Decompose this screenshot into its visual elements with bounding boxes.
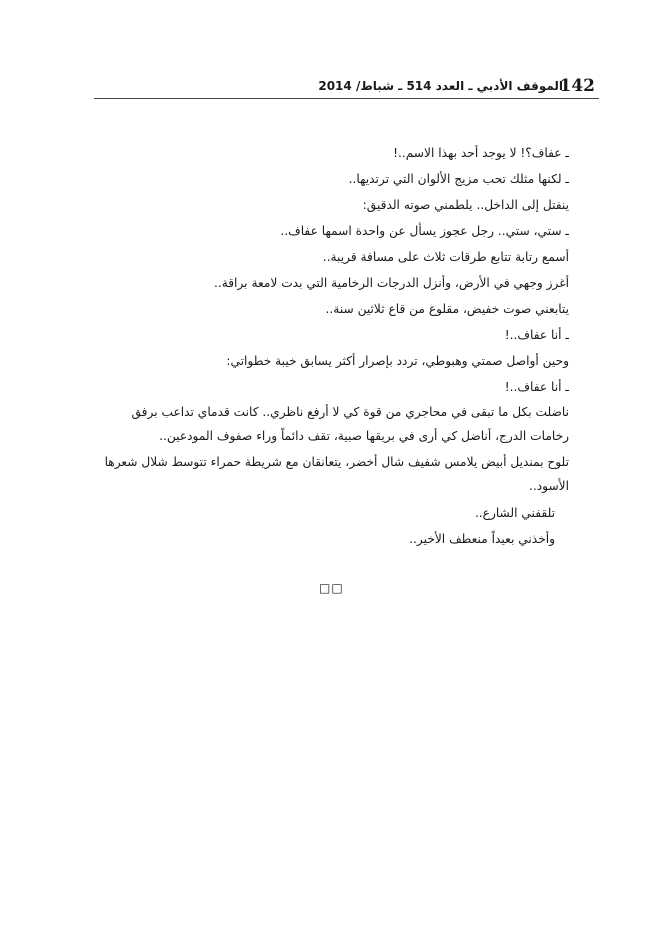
paragraph: ناضلت بكل ما تبقى في محاجري من قوة كي لا أرفع ناظري.. كانت قدماي تداعب برفق رخامات الدرج، أناضل كي أرى في بريقها صبية، تقف دائماً وراء صفوف المودعين.. [131, 405, 569, 443]
body-text [96, 140, 569, 552]
text-line: ـ عفاف؟! لا يوجد أحد بهذا الاسم..! [393, 146, 569, 160]
text-line: ـ ستي، ستي.. رجل عجوز يسأل عن واحدة اسمها عفاف.. [280, 224, 569, 238]
text-line: أسمع رتابة تتابع طرقات ثلاث على مسافة قريبة.. [322, 250, 569, 264]
text-line: ـ لكنها مثلك تحب مزيج الألوان التي ترتديها.. [348, 172, 569, 186]
section-end-ornament: □□ [319, 581, 344, 595]
text-line: يتابعني صوت خفيض، مقلوع من قاع ثلاثين سنة.. [325, 302, 569, 316]
text-line: ـ أنا عفاف..! [504, 380, 569, 394]
header-rule [94, 98, 599, 99]
text-line: ينفتل إلى الداخل.. يلطمني صوته الدقيق: [362, 198, 569, 212]
text-line: وأخذني بعيداً منعطف الأخير.. [409, 532, 555, 546]
running-header: الموقف الأدبي ـ العدد 514 ـ شباط/ 2014 [318, 79, 563, 93]
text-line: ـ أنا عفاف..! [504, 328, 569, 342]
paragraph: تلوح بمنديل أبيض يلامس شفيف شال أخضر، يتعانقان مع شريطة حمراء تتوسط شلال شعرها الأسود.. [104, 455, 569, 493]
text-line: وحين أواصل صمتي وهبوطي، تردد بإصرار أكثر يسابق خيبة خطواتي: [226, 354, 569, 368]
text-line: تلقفني الشارع.. [474, 506, 555, 520]
page-number: 142 [559, 76, 595, 96]
text-line: أغرز وجهي في الأرض، وأنزل الدرجات الرخامية التي بدت لامعة براقة.. [213, 276, 569, 290]
